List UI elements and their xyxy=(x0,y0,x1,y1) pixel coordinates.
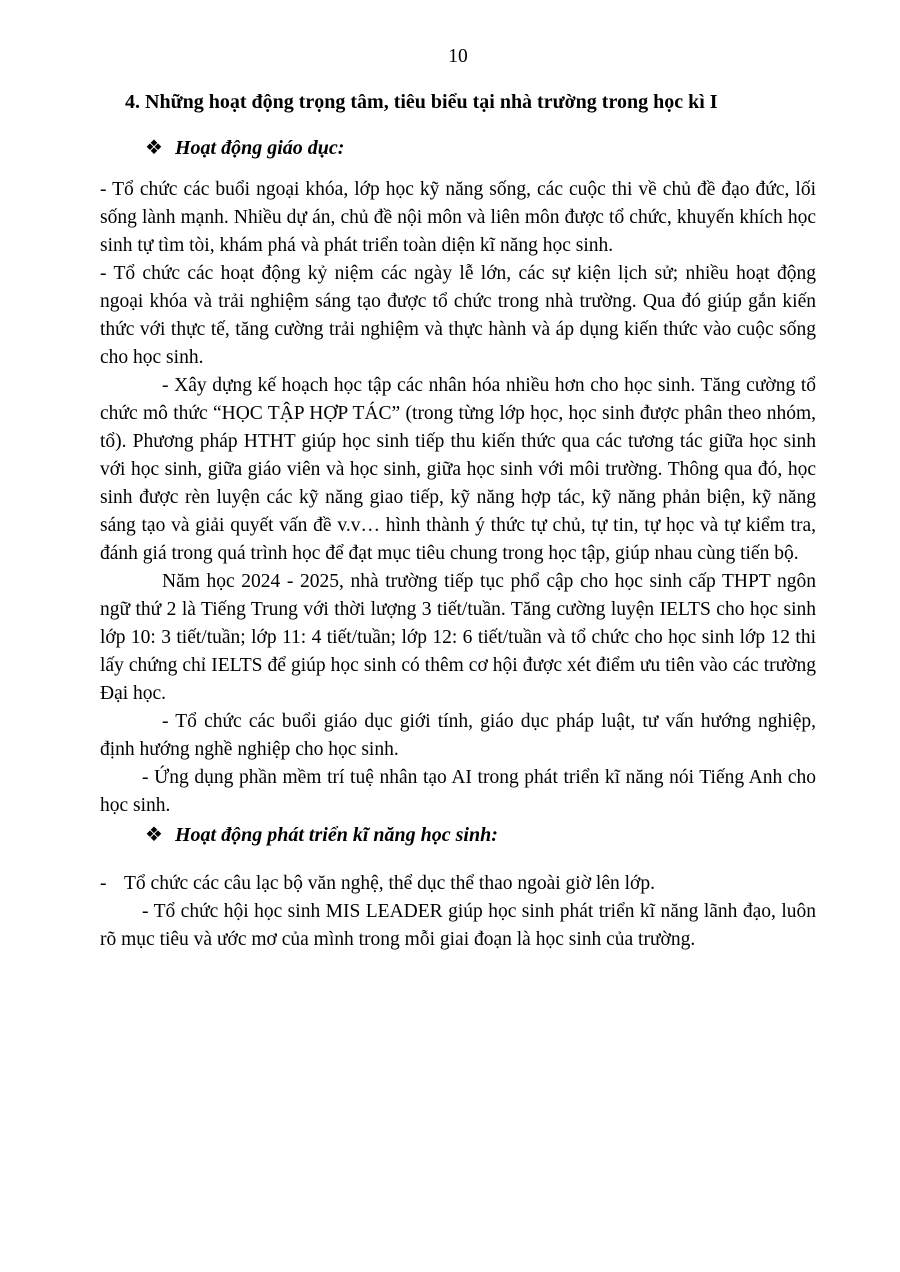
list-dash: - xyxy=(100,873,107,894)
subheading-education-label: Hoạt động giáo dục: xyxy=(175,137,345,159)
paragraph-language-ielts: Năm học 2024 - 2025, nhà trường tiếp tục phổ cập cho học sinh cấp THPT ngôn ngữ thứ 2 là Tiếng Trung với thời lượng 3 tiết/tuần. Tăng cường luyện IELTS cho học sinh lớp 10: 3 tiết/tuần; lớp 11: 4 tiết/tuần; lớp 12: 6 tiết/tuần và tổ chức cho học sinh lớp 12 thi lấy chứng chỉ IELTS để giúp học sinh có thêm cơ hội được xét điểm ưu tiên vào các trường Đại học. xyxy=(100,571,816,704)
paragraph-mis-leader: - Tổ chức hội học sinh MIS LEADER giúp học sinh phát triển kĩ năng lãnh đạo, luôn rõ mục tiêu và ước mơ của mình trong mỗi giai đoạn là học sinh của trường. xyxy=(100,901,816,950)
paragraph-cooperative-learning: - Xây dựng kế hoạch học tập các nhân hóa nhiều hơn cho học sinh. Tăng cường tổ chức mô thức “HỌC TẬP HỢP TÁC” (trong từng lớp học, học sinh được phân theo nhóm, tổ). Phương pháp HTHT giúp học sinh tiếp thu kiến thức qua các tương tác giữa học sinh với học sinh, giữa giáo viên và học sinh, giữa học sinh với môi trường. Thông qua đó, học sinh được rèn luyện các kỹ năng giao tiếp, kỹ năng hợp tác, kỹ năng phản biện, kỹ năng sáng tạo và giải quyết vấn đề v.v… hình thành ý thức tự chủ, tự tin, tự học và tự kiểm tra, đánh giá trong quá trình học để đạt mục tiêu chung trong học tập, giúp nhau cùng tiến bộ. xyxy=(100,375,816,564)
subheading-education xyxy=(145,133,816,162)
diamond-bullet-icon: ❖ xyxy=(145,822,163,846)
section-heading: 4. Những hoạt động trọng tâm, tiêu biểu tại nhà trường trong học kì I xyxy=(125,91,718,113)
paragraph-ai-english: - Ứng dụng phần mềm trí tuệ nhân tạo AI trong phát triển kĩ năng nói Tiếng Anh cho học sinh. xyxy=(100,767,816,816)
paragraph-commemorations: - Tổ chức các hoạt động kỷ niệm các ngày lễ lớn, các sự kiện lịch sử; nhiều hoạt động ngoại khóa và trải nghiệm sáng tạo được tổ chức trong nhà trường. Qua đó giúp gắn kiến thức với thực tế, tăng cường trải nghiệm và thực hành và áp dụng kiến thức vào cuộc sống cho học sinh. xyxy=(100,263,816,368)
paragraph-sex-law-education: - Tổ chức các buổi giáo dục giới tính, giáo dục pháp luật, tư vấn hướng nghiệp, định hướng nghề nghiệp cho học sinh. xyxy=(100,711,816,760)
subheading-skills-label: Hoạt động phát triển kĩ năng học sinh: xyxy=(175,824,498,846)
paragraph-clubs xyxy=(100,870,816,898)
diamond-bullet-icon: ❖ xyxy=(145,135,163,159)
page-number: 10 xyxy=(448,46,468,67)
subheading-skills xyxy=(145,820,816,849)
paragraph-clubs-text: Tổ chức các câu lạc bộ văn nghệ, thể dục thể thao ngoài giờ lên lớp. xyxy=(124,873,655,894)
paragraph-extracurricular: - Tổ chức các buổi ngoại khóa, lớp học kỹ năng sống, các cuộc thi về chủ đề đạo đức, lối sống lành mạnh. Nhiều dự án, chủ đề nội môn và liên môn được tổ chức, khuyến khích học sinh tự tìm tòi, khám phá và phát triển toàn diện kĩ năng học sinh. xyxy=(100,179,816,256)
